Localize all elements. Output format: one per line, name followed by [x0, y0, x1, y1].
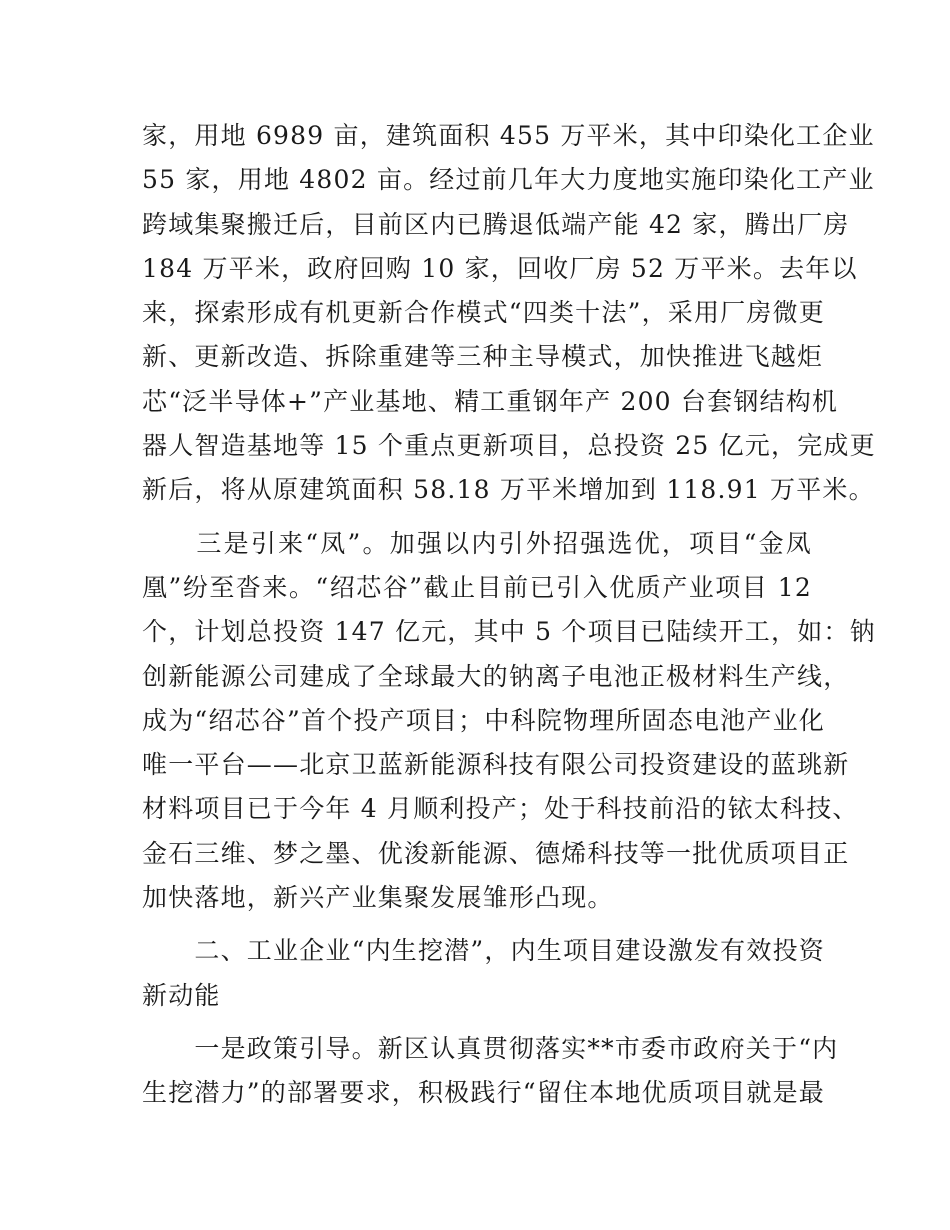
- paragraph: [142, 522, 876, 921]
- text-line: 凰”纷至沓来。“绍芯谷”截止目前已引入优质产业项目 12: [142, 572, 812, 602]
- text-line: 芯“泛半导体+”产业基地、精工重钢年产 200 台套钢结构机: [142, 386, 839, 416]
- text-line: 新动能: [142, 980, 221, 1010]
- text-line: 材料项目已于今年 4 月顺利投产；处于科技前沿的铱太科技、: [142, 794, 859, 824]
- paragraph-gap: [142, 513, 812, 522]
- text-line: 二、工业企业“内生挖潜”，内生项目建设激发有效投资: [142, 936, 825, 966]
- text-line: 创新能源公司建成了全球最大的钠离子电池正极材料生产线，: [142, 661, 850, 691]
- document-body: [142, 114, 876, 1116]
- text-line: 器人智造基地等 15 个重点更新项目，总投资 25 亿元，完成更: [142, 431, 876, 461]
- text-line: 家，用地 6989 亩，建筑面积 455 万平米，其中印染化工企业: [142, 121, 875, 150]
- text-line: 新后，将从原建筑面积 58.18 万平米增加到 118.91 万平米。: [142, 475, 875, 505]
- paragraph: [142, 114, 876, 513]
- text-line: 成为“绍芯谷”首个投产项目；中科院物理所固态电池产业化: [142, 705, 825, 735]
- paragraph: [142, 929, 825, 1018]
- paragraph-gap: [142, 920, 812, 929]
- text-line: 55 家，用地 4802 亩。经过前几年大力度地实施印染化工产业: [142, 165, 875, 195]
- paragraph-gap: [142, 1018, 812, 1027]
- text-line: 一是政策引导。新区认真贯彻落实**市委市政府关于“内: [142, 1033, 839, 1063]
- text-line: 生挖潜力”的部署要求，积极践行“留住本地优质项目就是最: [142, 1078, 825, 1108]
- text-line: 金石三维、梦之墨、优浚新能源、德烯科技等一批优质项目正: [142, 838, 850, 868]
- text-line: 184 万平米，政府回购 10 家，回收厂房 52 万平米。去年以: [142, 253, 858, 283]
- text-line: 加快落地，新兴产业集聚发展雏形凸现。: [142, 883, 614, 913]
- text-line: 来，探索形成有机更新合作模式“四类十法”，采用厂房微更: [142, 298, 825, 328]
- text-line: 个，计划总投资 147 亿元，其中 5 个项目已陆续开工，如：钠: [142, 617, 876, 647]
- text-line: 跨域集聚搬迁后，目前区内已腾退低端产能 42 家，腾出厂房: [142, 209, 850, 239]
- text-line: 三是引来“凤”。加强以内引外招强选优，项目“金凤: [142, 528, 812, 558]
- text-line: 唯一平台——北京卫蓝新能源科技有限公司投资建设的蓝珧新: [142, 750, 850, 780]
- text-line: 新、更新改造、拆除重建等三种主导模式，加快推进飞越炬: [142, 342, 824, 372]
- paragraph: [142, 1027, 839, 1116]
